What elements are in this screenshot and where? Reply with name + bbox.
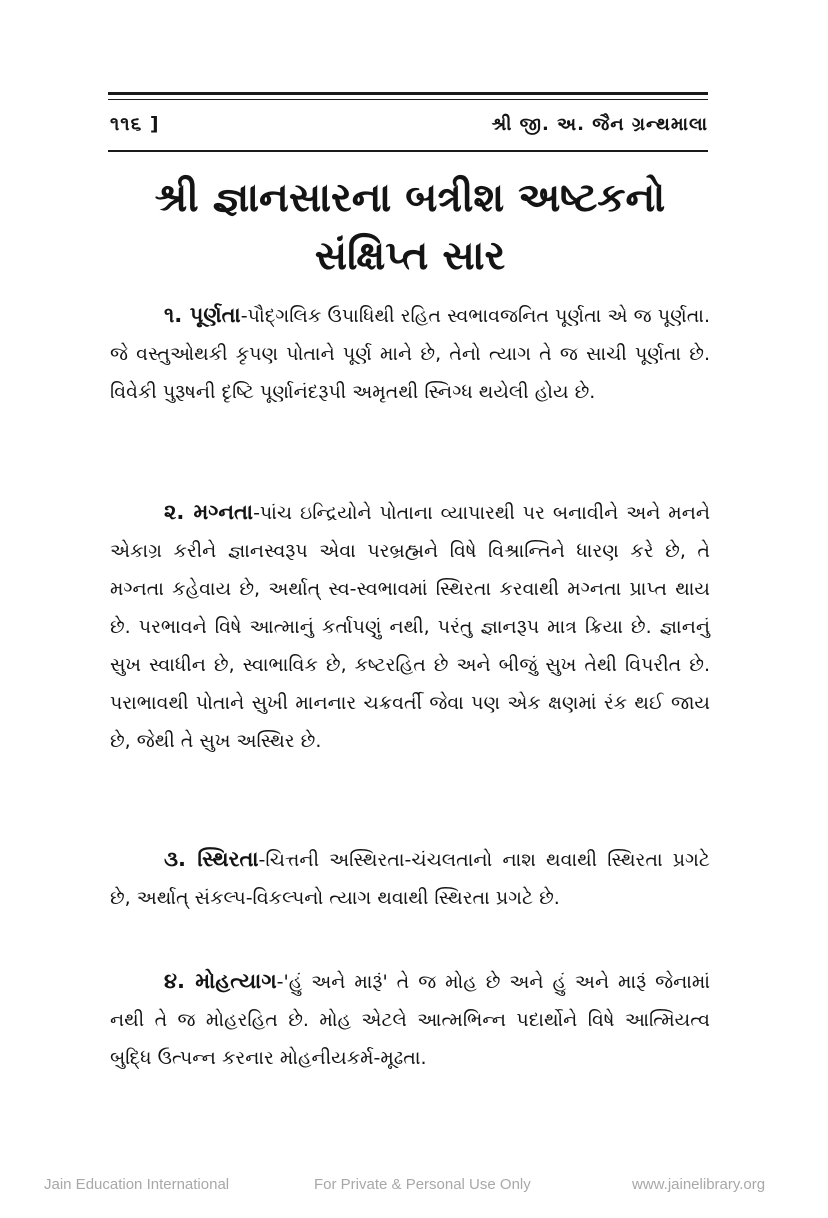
paragraph-heading: ૪. મોહત્યાગ [164, 969, 277, 993]
page-number: ૧૧૬ ] [110, 113, 160, 135]
footer-usage-note: For Private & Personal Use Only [314, 1176, 531, 1193]
paragraph-text: -ચિત્તની અસ્થિરતા-ચંચલતાનો નાશ થવાથી સ્થિરતા પ્રગટે છે, અર્થાત્ સંકલ્પ-વિકલ્પનો ત્યાગ થવાથી સ્થિરતા પ્રગટે છે. [110, 849, 710, 909]
paragraph-heading: ૨. મગ્નતા [164, 500, 254, 524]
header-rule-top [108, 92, 708, 95]
header-rule-top-thin [108, 99, 708, 100]
paragraph-purnata [110, 296, 710, 411]
chapter-title-line-1: શ્રી જ્ઞાનસારના બત્રીશ અષ્ટકનો [154, 175, 666, 221]
paragraph-text: -પૌદ્ગલિક ઉપાધિથી રહિત સ્વભાવજનિત પૂર્ણતા એ જ પૂર્ણતા. જે વસ્તુઓથકી કૃપણ પોતાને પૂર્ણ માને છે, તેનો ત્યાગ તે જ સાચી પૂર્ણતા છે. વિવેકી પુરૂષની દૃષ્ટિ પૂર્ણાનંદરૂપી અમૃતથી સ્નિગ્ધ થયેલી હોય છે. [110, 305, 710, 403]
footer-website: www.jainelibrary.org [632, 1176, 766, 1193]
paragraph-heading: ૧. પૂર્ણતા [164, 303, 241, 327]
paragraph-mohatyag [110, 962, 710, 1077]
running-header [110, 104, 708, 144]
paragraph-magnata [110, 493, 710, 760]
chapter-title-line-2: સંક્ષિપ્ત સાર [314, 233, 506, 279]
watermark-footer [0, 1170, 828, 1200]
paragraph-text: -'હું અને મારૂં' તે જ મોહ છે અને હું અને મારૂં જેનામાં નથી તે જ મોહરહિત છે. મોહ એટલે આત્મભિન્ન પદાર્થોને વિષે આત્મિયત્વ બુદ્ધિ ઉત્પન્ન કરનાર મોહનીયકર્મ-મૂઢતા. [110, 971, 710, 1069]
footer-publisher: Jain Education International [44, 1176, 230, 1193]
series-name: શ્રી જી. અ. જૈન ગ્રન્થમાલા [491, 113, 708, 135]
paragraph-sthirata [110, 840, 710, 917]
paragraph-heading: ૩. સ્થિરતા [164, 847, 259, 871]
paragraph-text: -પાંચ ઇન્દ્રિયોને પોતાના વ્યાપારથી પર બનાવીને અને મનને એકાગ્ર કરીને જ્ઞાનસ્વરૂપ એવા પરબ્રહ્મને વિષે વિશ્રાન્તિને ધારણ કરે છે, તે મગ્નતા કહેવાય છે, અર્થાત્ સ્વ-સ્વભાવમાં સ્થિરતા કરવાથી મગ્નતા પ્રાપ્ત થાય છે. પરભાવને વિષે આત્માનું કર્તાપણું નથી, પરંતુ જ્ઞાનરૂપ માત્ર ક્રિયા છે. જ્ઞાનનું સુખ સ્વાધીન છે, સ્વાભાવિક છે, કષ્ટરહિત છે અને બીજું સુખ તેથી વિપરીત છે. પરાભાવથી પોતાને સુખી માનનાર ચક્રવર્તી જેવા પણ એક ક્ષણમાં રંક થઈ જાય છે, જેથી તે સુખ અસ્થિર છે. [110, 502, 711, 752]
header-rule-bottom [108, 150, 708, 152]
